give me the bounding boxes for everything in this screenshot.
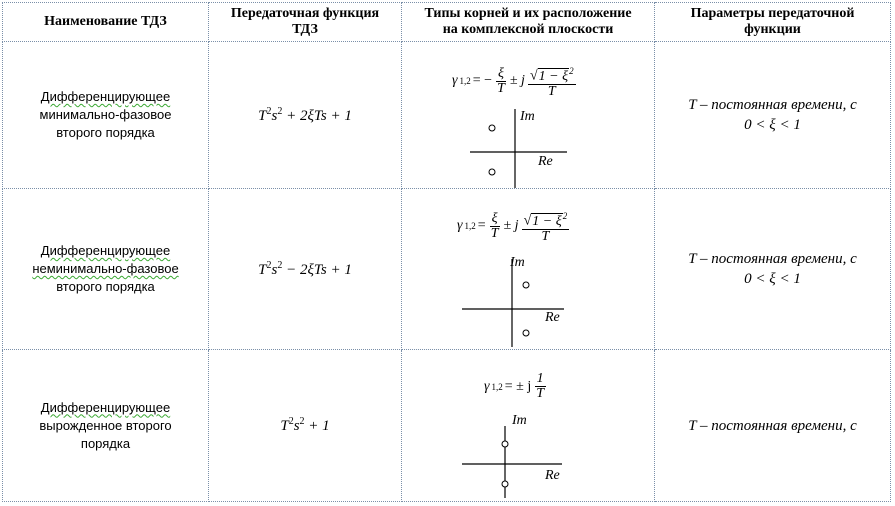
root-point-lower: [523, 330, 529, 336]
table-row: [3, 42, 891, 189]
link-name: Дифференцирующее неминимально-фазовое второго порядка: [3, 189, 209, 350]
link-name: Дифференцирующее минимально-фазовое второго порядка: [3, 42, 209, 189]
re-label: Re: [545, 468, 560, 483]
transfer-function: $T^2s^2 + 1$: [209, 350, 402, 502]
re-label: Re: [545, 310, 560, 325]
root-point-lower: [502, 481, 508, 487]
roots-formula: γ 1,2 = − $\frac{\xi}{T}$ ± j $\frac{√1 - \xi^2}{T}$: [452, 65, 574, 99]
root-point-upper: [502, 441, 508, 447]
header-params: Параметры передаточной функции: [655, 3, 891, 42]
transfer-function: $T^2s^2 - 2\xi Ts + 1$: [209, 189, 402, 350]
root-point-upper: [523, 282, 529, 288]
link-name: Дифференцирующее вырожденное второго порядка: [3, 350, 209, 502]
transfer-function: $T^2s^2 + 2\xi Ts + 1$: [209, 42, 402, 189]
params-cell: T – постоянная времени, с: [655, 350, 891, 502]
roots-cell: [402, 350, 655, 502]
header-roots: Типы корней и их расположение на комплексной плоскости: [402, 3, 655, 42]
header-name: Наименование ТДЗ: [3, 3, 209, 42]
tdz-table: [2, 2, 891, 502]
re-label: Re: [538, 154, 553, 169]
header-transfer: Передаточная функция ТДЗ: [209, 3, 402, 42]
im-label: Im: [510, 255, 525, 270]
roots-formula: γ 1,2 = $\frac{\xi}{T}$ ± j $\frac{√1 - \xi^2}{T}$: [457, 210, 568, 244]
root-point-upper: [489, 125, 495, 131]
complex-plane: [402, 350, 655, 501]
complex-plane: [402, 189, 655, 349]
im-label: Im: [512, 413, 527, 428]
roots-cell: [402, 42, 655, 189]
header-row: [3, 3, 891, 42]
params-cell: T – постоянная времени, с 0 < ξ < 1: [655, 42, 891, 189]
roots-cell: [402, 189, 655, 350]
im-label: Im: [520, 109, 535, 124]
params-cell: T – постоянная времени, с 0 < ξ < 1: [655, 189, 891, 350]
table-row: [3, 350, 891, 502]
complex-plane: [402, 42, 655, 188]
root-point-lower: [489, 169, 495, 175]
roots-formula: γ 1,2 = ± j $\frac{1}{T}$: [484, 371, 545, 401]
table-row: [3, 189, 891, 350]
